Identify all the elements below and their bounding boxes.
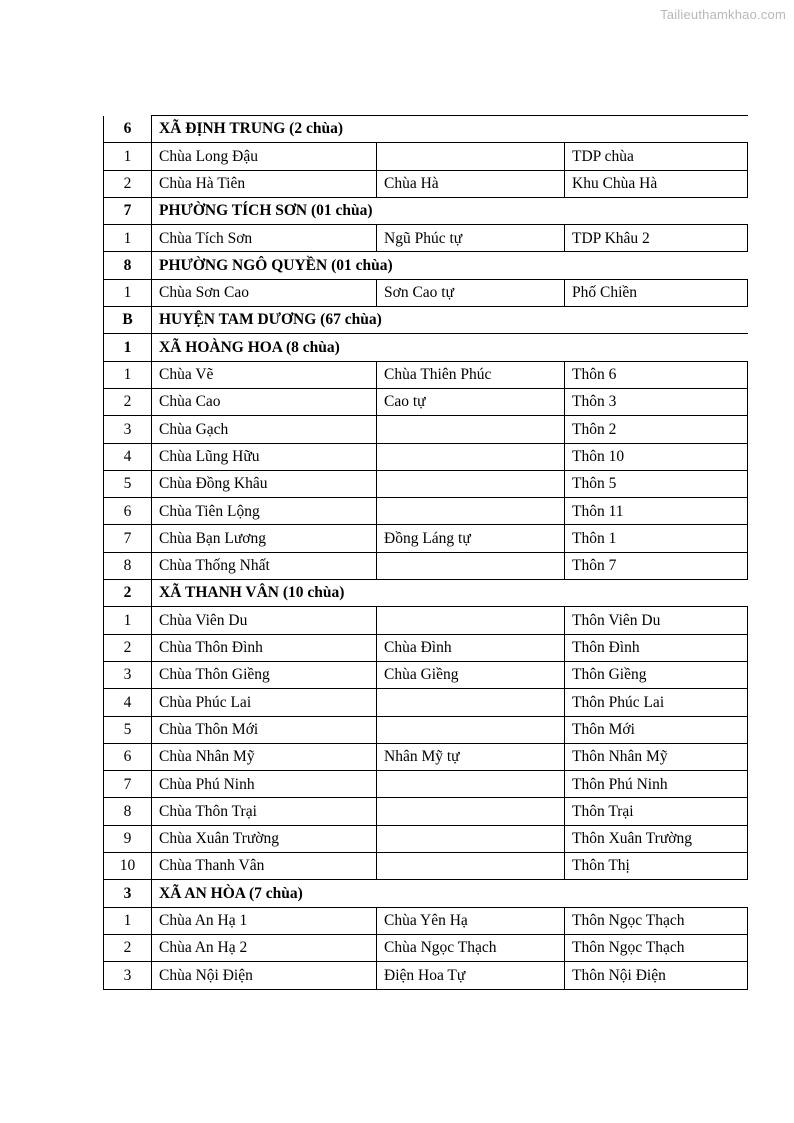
pagoda-alias xyxy=(377,689,565,716)
pagoda-location: Thôn 3 xyxy=(565,388,748,415)
pagoda-location: Thôn 6 xyxy=(565,361,748,388)
pagoda-alias: Chùa Ngọc Thạch xyxy=(377,934,565,961)
table-row xyxy=(104,825,748,852)
pagoda-alias: Đồng Láng tự xyxy=(377,525,565,552)
row-number: 7 xyxy=(104,525,152,552)
row-number: 6 xyxy=(104,743,152,770)
pagoda-alias: Chùa Thiên Phúc xyxy=(377,361,565,388)
pagoda-alias xyxy=(377,798,565,825)
pagoda-location: Thôn Phúc Lai xyxy=(565,689,748,716)
pagoda-name: Chùa Gạch xyxy=(152,416,377,443)
pagoda-alias xyxy=(377,470,565,497)
row-number: 3 xyxy=(104,661,152,688)
section-number: 2 xyxy=(104,580,152,607)
table-row xyxy=(104,934,748,961)
row-number: 1 xyxy=(104,279,152,306)
pagoda-name: Chùa Cao xyxy=(152,388,377,415)
pagoda-table xyxy=(103,115,748,990)
pagoda-location: Thôn Nhân Mỹ xyxy=(565,743,748,770)
pagoda-alias xyxy=(377,552,565,579)
section-row xyxy=(104,334,748,361)
pagoda-name: Chùa Lũng Hữu xyxy=(152,443,377,470)
row-number: 7 xyxy=(104,771,152,798)
table-row xyxy=(104,470,748,497)
table-row xyxy=(104,907,748,934)
table-row xyxy=(104,716,748,743)
pagoda-name: Chùa Tích Sơn xyxy=(152,225,377,252)
row-number: 3 xyxy=(104,962,152,989)
section-number: 8 xyxy=(104,252,152,279)
pagoda-alias: Điện Hoa Tự xyxy=(377,962,565,989)
pagoda-name: Chùa Viên Du xyxy=(152,607,377,634)
table-row xyxy=(104,416,748,443)
pagoda-name: Chùa Hà Tiên xyxy=(152,170,377,197)
pagoda-name: Chùa Thôn Đình xyxy=(152,634,377,661)
pagoda-name: Chùa Thanh Vân xyxy=(152,853,377,880)
row-number: 6 xyxy=(104,498,152,525)
table-row xyxy=(104,225,748,252)
pagoda-alias: Ngũ Phúc tự xyxy=(377,225,565,252)
table-row xyxy=(104,443,748,470)
table-row xyxy=(104,798,748,825)
pagoda-alias: Chùa Yên Hạ xyxy=(377,907,565,934)
pagoda-name: Chùa Bạn Lương xyxy=(152,525,377,552)
row-number: 2 xyxy=(104,634,152,661)
pagoda-alias: Chùa Giềng xyxy=(377,661,565,688)
section-number: B xyxy=(104,307,152,334)
table-row xyxy=(104,170,748,197)
section-row xyxy=(104,116,748,143)
pagoda-name: Chùa Xuân Trường xyxy=(152,825,377,852)
pagoda-alias xyxy=(377,443,565,470)
section-row xyxy=(104,880,748,907)
section-row xyxy=(104,307,748,334)
pagoda-location: Thôn 10 xyxy=(565,443,748,470)
pagoda-alias xyxy=(377,853,565,880)
section-title: XÃ AN HÒA (7 chùa) xyxy=(152,880,748,907)
pagoda-location: TDP Khâu 2 xyxy=(565,225,748,252)
pagoda-name: Chùa Thôn Mới xyxy=(152,716,377,743)
section-number: 3 xyxy=(104,880,152,907)
table-row xyxy=(104,962,748,989)
pagoda-location: Thôn 2 xyxy=(565,416,748,443)
row-number: 8 xyxy=(104,552,152,579)
pagoda-location: Khu Chùa Hà xyxy=(565,170,748,197)
pagoda-location: Phố Chiền xyxy=(565,279,748,306)
section-row xyxy=(104,580,748,607)
row-number: 1 xyxy=(104,907,152,934)
section-row xyxy=(104,197,748,224)
row-number: 9 xyxy=(104,825,152,852)
pagoda-alias: Nhân Mỹ tự xyxy=(377,743,565,770)
pagoda-location: Thôn Mới xyxy=(565,716,748,743)
pagoda-name: Chùa Thôn Giềng xyxy=(152,661,377,688)
row-number: 3 xyxy=(104,416,152,443)
section-title: XÃ THANH VÂN (10 chùa) xyxy=(152,580,748,607)
row-number: 5 xyxy=(104,470,152,497)
section-title: PHƯỜNG TÍCH SƠN (01 chùa) xyxy=(152,197,748,224)
pagoda-location: Thôn 11 xyxy=(565,498,748,525)
pagoda-location: Thôn Xuân Trường xyxy=(565,825,748,852)
section-title: HUYỆN TAM DƯƠNG (67 chùa) xyxy=(152,307,748,334)
pagoda-name: Chùa Phúc Lai xyxy=(152,689,377,716)
row-number: 1 xyxy=(104,143,152,170)
pagoda-alias xyxy=(377,498,565,525)
table-row xyxy=(104,279,748,306)
pagoda-location: Thôn Ngọc Thạch xyxy=(565,934,748,961)
table-row xyxy=(104,853,748,880)
table-row xyxy=(104,525,748,552)
row-number: 1 xyxy=(104,607,152,634)
row-number: 1 xyxy=(104,361,152,388)
section-title: XÃ ĐỊNH TRUNG (2 chùa) xyxy=(152,116,748,143)
section-row xyxy=(104,252,748,279)
pagoda-name: Chùa Nhân Mỹ xyxy=(152,743,377,770)
pagoda-name: Chùa Tiên Lộng xyxy=(152,498,377,525)
pagoda-location: Thôn 5 xyxy=(565,470,748,497)
row-number: 2 xyxy=(104,170,152,197)
pagoda-location: Thôn Giềng xyxy=(565,661,748,688)
pagoda-name: Chùa Long Đậu xyxy=(152,143,377,170)
section-title: PHƯỜNG NGÔ QUYỀN (01 chùa) xyxy=(152,252,748,279)
pagoda-alias: Chùa Đình xyxy=(377,634,565,661)
watermark: Tailieuthamkhao.com xyxy=(660,7,786,22)
row-number: 10 xyxy=(104,853,152,880)
table-row xyxy=(104,634,748,661)
pagoda-name: Chùa Đồng Khâu xyxy=(152,470,377,497)
row-number: 4 xyxy=(104,443,152,470)
table-row xyxy=(104,689,748,716)
table-row xyxy=(104,552,748,579)
pagoda-name: Chùa An Hạ 2 xyxy=(152,934,377,961)
pagoda-alias xyxy=(377,143,565,170)
row-number: 2 xyxy=(104,388,152,415)
table-row xyxy=(104,388,748,415)
pagoda-name: Chùa Vẽ xyxy=(152,361,377,388)
row-number: 4 xyxy=(104,689,152,716)
pagoda-name: Chùa An Hạ 1 xyxy=(152,907,377,934)
pagoda-location: TDP chùa xyxy=(565,143,748,170)
pagoda-alias: Chùa Hà xyxy=(377,170,565,197)
row-number: 2 xyxy=(104,934,152,961)
table-row xyxy=(104,361,748,388)
pagoda-alias xyxy=(377,825,565,852)
pagoda-location: Thôn Viên Du xyxy=(565,607,748,634)
pagoda-location: Thôn Thị xyxy=(565,853,748,880)
pagoda-name: Chùa Sơn Cao xyxy=(152,279,377,306)
pagoda-name: Chùa Nội Điện xyxy=(152,962,377,989)
section-number: 1 xyxy=(104,334,152,361)
pagoda-alias xyxy=(377,771,565,798)
table-row xyxy=(104,743,748,770)
section-number: 6 xyxy=(104,116,152,143)
pagoda-alias xyxy=(377,607,565,634)
pagoda-alias: Sơn Cao tự xyxy=(377,279,565,306)
pagoda-location: Thôn Phú Ninh xyxy=(565,771,748,798)
pagoda-alias: Cao tự xyxy=(377,388,565,415)
table-row xyxy=(104,771,748,798)
pagoda-location: Thôn 7 xyxy=(565,552,748,579)
table-row xyxy=(104,143,748,170)
pagoda-alias xyxy=(377,716,565,743)
row-number: 8 xyxy=(104,798,152,825)
row-number: 1 xyxy=(104,225,152,252)
section-title: XÃ HOÀNG HOA (8 chùa) xyxy=(152,334,748,361)
row-number: 5 xyxy=(104,716,152,743)
pagoda-location: Thôn 1 xyxy=(565,525,748,552)
pagoda-name: Chùa Phú Ninh xyxy=(152,771,377,798)
table-row xyxy=(104,661,748,688)
table-row xyxy=(104,498,748,525)
table-body xyxy=(104,116,748,990)
pagoda-location: Thôn Trại xyxy=(565,798,748,825)
table-row xyxy=(104,607,748,634)
pagoda-name: Chùa Thôn Trại xyxy=(152,798,377,825)
pagoda-location: Thôn Nội Điện xyxy=(565,962,748,989)
pagoda-name: Chùa Thống Nhất xyxy=(152,552,377,579)
pagoda-alias xyxy=(377,416,565,443)
pagoda-location: Thôn Đình xyxy=(565,634,748,661)
section-number: 7 xyxy=(104,197,152,224)
pagoda-location: Thôn Ngọc Thạch xyxy=(565,907,748,934)
